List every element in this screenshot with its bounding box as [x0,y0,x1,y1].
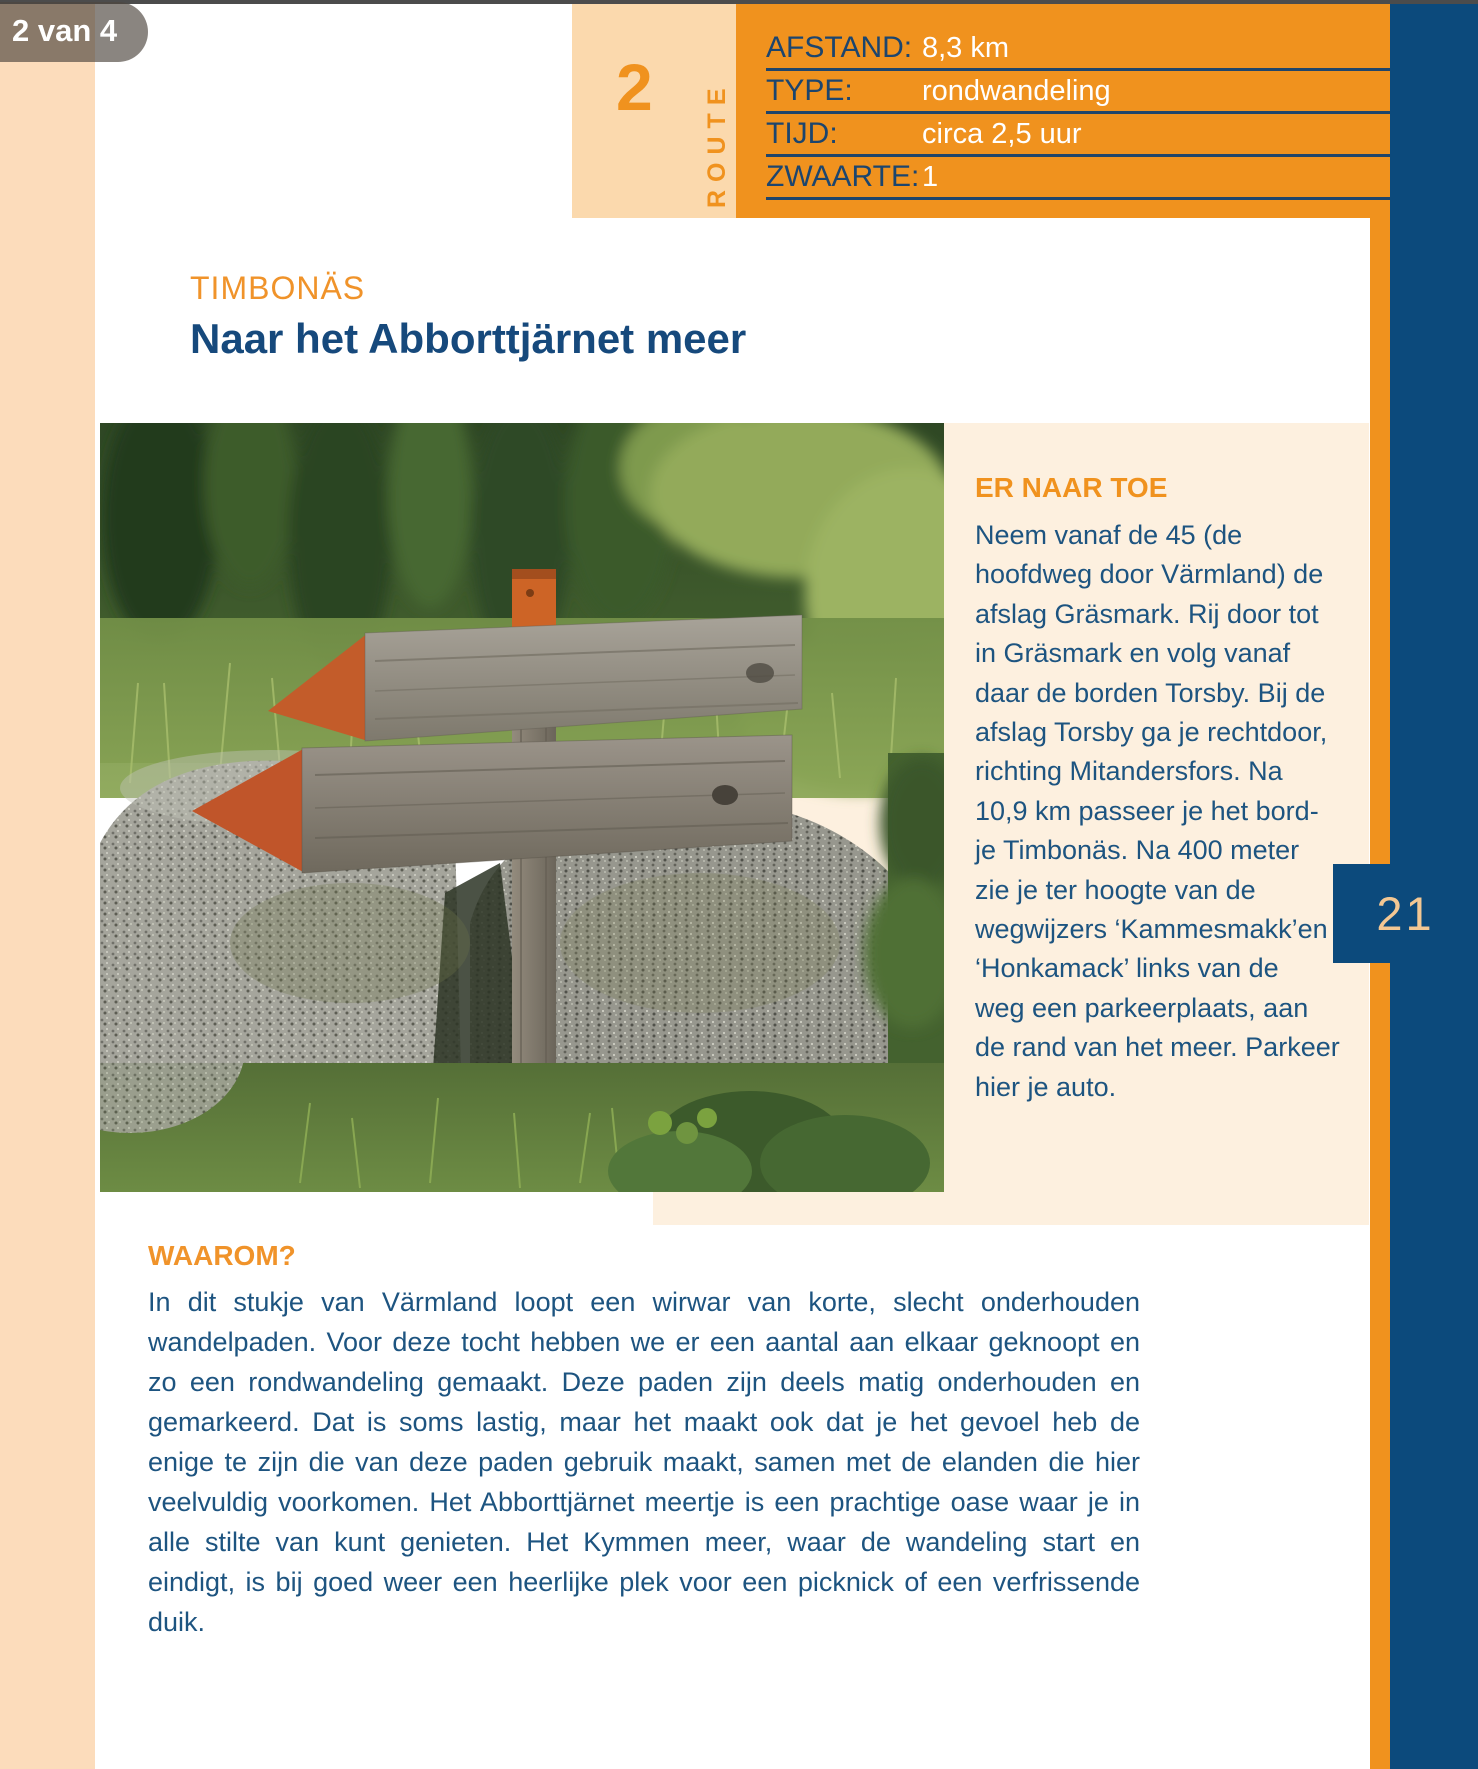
route-number: 2 [616,50,653,124]
row-value: rondwandeling [922,74,1111,107]
directions-section [975,472,1357,1107]
table-row [766,157,1390,200]
title-block [190,270,746,363]
route-side-label: ROUTE [703,80,731,208]
moss-patch [560,873,840,1013]
location-kicker: TIMBONÄS [190,270,366,306]
directions-body: Neem vanaf de 45 (de hoofdweg door Värmland) de afslag Gräsmark. Rij door tot in Gräsmark en volg vanaf daar de borden Torsby. Bij de afslag Torsby ga je rechtdoor, richting Mitandersfors. Na 10,9 km passeer je het bord- je Timbonäs. Na 400 meter zie je ter hoogte van de wegwijzers ‘Kammesmakk’en ‘Honkamack’ links van de weg een parkeerplaats, aan de rand van het meer. Parkeer hier je auto. [975,520,1340,1102]
why-body: In dit stukje van Värmland loopt een wirwar van korte, slecht onderhouden wandelpaden. Voor deze tocht hebben we er een aantal aan elkaar geknoopt en zo een rondwandeling gemaakt. Deze paden zijn deels matig onderhouden en gemarkeerd. Dat is soms lastig, maar het maakt ook dat je het gevoel heb de enige te zijn die van deze paden gebruik maakt, samen met de elanden die hier veelvuldig voorkomen. Het Abborttjärnet meertje is een prachtige oase waar je in alle stilte van kunt genieten. Het Kymmen meer, waar de wandeling start en eindigt, is bij goed weer een heerlijke plek voor een picknick of een verfrissende duik. [148,1287,1140,1637]
row-value: circa 2,5 uur [922,117,1082,150]
route-info-table [736,4,1390,218]
table-row [766,114,1390,157]
page-position-badge: 2 van 4 [0,2,148,62]
photo-wooden-signpost [100,423,944,1192]
row-value: 1 [922,160,939,193]
directions-heading: ER NAAR TOE [975,472,1168,503]
moss-patch [230,883,470,1003]
row-label: TYPE: [766,74,853,107]
row-label: ZWAARTE: [766,160,920,193]
table-row [766,71,1390,114]
page-number: 21 [1376,887,1435,940]
right-orange-strip [1370,218,1390,1769]
why-section [148,1240,1140,1642]
page-title: Naar het Abborttjärnet meer [190,315,747,362]
cap-hole [526,589,534,597]
row-value: 8,3 km [922,31,1010,64]
route-number-box [572,4,736,218]
page-number-box [1333,864,1478,963]
signpost-photo-illustration [100,423,944,1192]
row-label: TIJD: [766,117,838,150]
why-heading: WAAROM? [148,1240,296,1271]
row-label: AFSTAND: [766,31,913,64]
cap-shadow [512,569,556,579]
table-row [766,28,1390,71]
left-cream-strip [0,0,95,1769]
